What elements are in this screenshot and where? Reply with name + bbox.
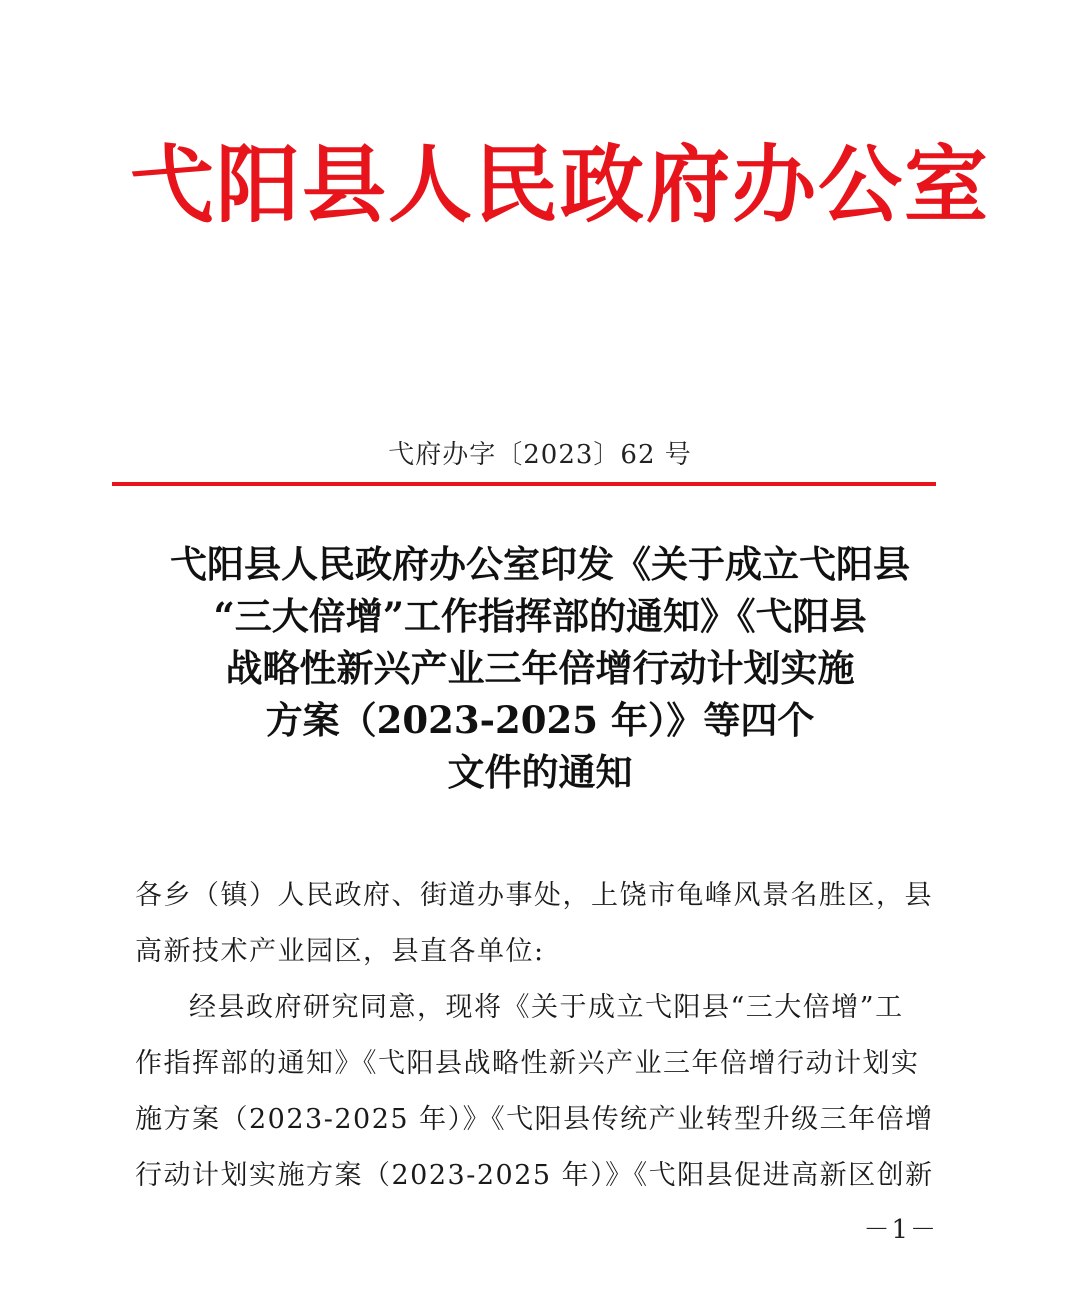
document-number: 弋府办字〔2023〕62 号 bbox=[388, 440, 692, 470]
body-paragraph-line: 经县政府研究同意，现将《关于成立弋阳县“三大倍增”工 bbox=[189, 992, 904, 1023]
title-line: 弋阳县人民政府办公室印发《关于成立弋阳县 bbox=[170, 542, 910, 586]
recipients-line: 高新技术产业园区，县直各单位: bbox=[135, 936, 545, 967]
body-paragraph-line: 作指挥部的通知》《弋阳县战略性新兴产业三年倍增行动计划实 bbox=[135, 1048, 920, 1079]
title-line: 方案（2023-2025 年）》等四个 bbox=[265, 698, 815, 742]
document-title bbox=[110, 538, 970, 798]
red-divider-line bbox=[112, 482, 936, 486]
recipients-line: 各乡（镇）人民政府、街道办事处，上饶市龟峰风景名胜区，县 bbox=[135, 880, 933, 911]
title-line: “三大倍增”工作指挥部的通知》《弋阳县 bbox=[213, 594, 867, 638]
title-line: 战略性新兴产业三年倍增行动计划实施 bbox=[225, 646, 855, 690]
document-body bbox=[135, 868, 935, 1204]
body-paragraph-line: 施方案（2023-2025 年）》《弋阳县传统产业转型升级三年倍增 bbox=[135, 1104, 934, 1135]
body-paragraph-line: 行动计划实施方案（2023-2025 年）》《弋阳县促进高新区创新 bbox=[135, 1160, 934, 1191]
title-line: 文件的通知 bbox=[447, 750, 633, 794]
page-number: －1－ bbox=[863, 1215, 938, 1245]
issuing-office-header: 弋阳县人民政府办公室 bbox=[130, 135, 991, 234]
